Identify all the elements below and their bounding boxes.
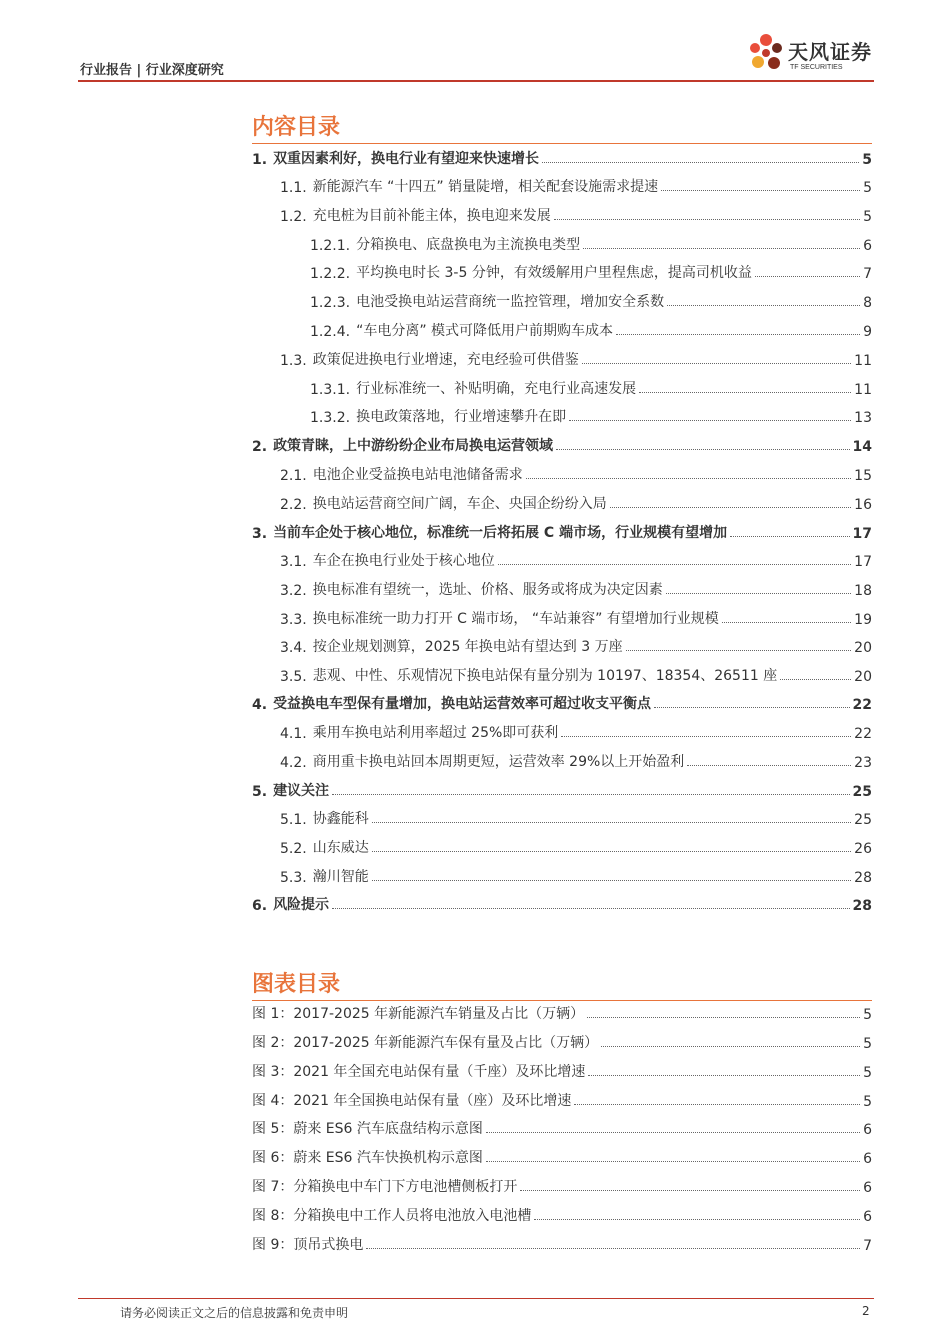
figure-entry-text: 图 3：2021 年全国充电站保有量（千座）及环比增速 (252, 1064, 586, 1080)
figure-entry-text: 图 9：顶吊式换电 (252, 1237, 364, 1253)
dot-leader (526, 478, 851, 479)
figure-entry-page: 7 (863, 1238, 872, 1254)
dot-leader (687, 765, 851, 766)
figure-entry[interactable] (252, 1118, 872, 1138)
dot-leader (616, 334, 860, 335)
toc-entry-number: 1.3. (280, 353, 307, 369)
toc-entry-number: 5.1. (280, 812, 307, 828)
toc-entry[interactable] (252, 693, 872, 713)
toc-entry-page: 22 (852, 697, 872, 713)
toc-entry-text: 分箱换电、底盘换电为主流换电类型 (356, 237, 581, 253)
toc-entry-text: 新能源汽车 “十四五” 销量陡增，相关配套设施需求提速 (312, 179, 659, 195)
toc-entry-text: 悲观、中性、乐观情况下换电站保有量分别为 10197、18354、26511 座 (312, 668, 778, 684)
toc-entry[interactable] (280, 636, 872, 656)
toc-entry[interactable] (310, 406, 872, 426)
dot-leader (542, 162, 859, 163)
toc-entry[interactable] (310, 262, 872, 282)
toc-entry-page: 8 (863, 295, 872, 311)
toc-entry-number: 3.5. (280, 669, 307, 685)
toc-entry-page: 14 (852, 439, 872, 455)
toc-entry-text: 乘用车换电站利用率超过 25%即可获利 (312, 725, 559, 741)
figure-entry-text: 图 7：分箱换电中车门下方电池槽侧板打开 (252, 1179, 518, 1195)
toc-entry[interactable] (280, 837, 872, 857)
toc-entry-page: 5 (863, 180, 872, 196)
toc-title: 内容目录 (252, 115, 341, 140)
dot-leader (730, 536, 849, 537)
figure-entry-text: 图 6：蔚来 ES6 汽车快换机构示意图 (252, 1150, 483, 1166)
figure-entry-page: 5 (863, 1094, 872, 1110)
toc-entry[interactable] (252, 435, 872, 455)
toc-entry-text: 充电桩为目前补能主体，换电迎来发展 (312, 208, 551, 224)
figures-title: 图表目录 (252, 972, 341, 997)
figure-entry-page: 5 (863, 1036, 872, 1052)
toc-entry-number: 1.2.1. (310, 238, 351, 254)
toc-entry[interactable] (252, 148, 872, 168)
page-number: 2 (862, 1304, 870, 1318)
toc-entry-text: 当前车企处于核心地位，标准统一后将拓展 C 端市场，行业规模有望增加 (273, 525, 728, 541)
toc-entry-page: 20 (854, 669, 872, 685)
figure-entry[interactable] (252, 1061, 872, 1081)
dot-leader (486, 1161, 860, 1162)
dot-leader (554, 219, 860, 220)
toc-entry-number: 1.2.2. (310, 266, 351, 282)
toc-entry-text: 电池受换电站运营商统一监控管理，增加安全系数 (356, 294, 665, 310)
toc-entry-number: 5.2. (280, 841, 307, 857)
toc-entry-number: 5. (252, 784, 268, 800)
dot-leader (556, 449, 849, 450)
toc-entry-number: 1.3.1. (310, 382, 351, 398)
figure-entry-text: 图 8：分箱换电中工作人员将电池放入电池槽 (252, 1208, 532, 1224)
toc-entry-text: 按企业规划测算，2025 年换电站有望达到 3 万座 (312, 639, 623, 655)
dot-leader (332, 794, 849, 795)
toc-entry-number: 1.2. (280, 209, 307, 225)
flower-logo-icon (746, 28, 786, 78)
toc-title-rule (252, 143, 872, 144)
toc-entry[interactable] (280, 866, 872, 886)
dot-leader (486, 1132, 860, 1133)
toc-entry-number: 5.3. (280, 870, 307, 886)
toc-entry[interactable] (252, 894, 872, 914)
figure-entry[interactable] (252, 1090, 872, 1110)
toc-entry-page: 25 (854, 812, 872, 828)
logo-cn-text: 天风证券 (788, 40, 872, 64)
toc-entry[interactable] (280, 751, 872, 771)
footer-divider (78, 1298, 874, 1299)
dot-leader (372, 851, 851, 852)
dot-leader (667, 305, 860, 306)
toc-entry-text: 换电政策落地，行业增速攀升在即 (356, 409, 567, 425)
dot-leader (498, 564, 851, 565)
toc-entry-number: 1.2.4. (310, 324, 351, 340)
toc-entry-page: 22 (854, 726, 872, 742)
toc-entry-page: 28 (854, 870, 872, 886)
toc-entry[interactable] (310, 291, 872, 311)
toc-entry-number: 2.2. (280, 497, 307, 513)
toc-entry-page: 17 (852, 526, 872, 542)
dot-leader (722, 622, 851, 623)
dot-leader (755, 276, 860, 277)
figure-entry-text: 图 1：2017-2025 年新能源汽车销量及占比（万辆） (252, 1006, 585, 1022)
dot-leader (372, 822, 851, 823)
toc-entry-number: 2. (252, 439, 268, 455)
toc-entry[interactable] (252, 780, 872, 800)
footer-disclaimer: 请务必阅读正文之后的信息披露和免责申明 (120, 1306, 349, 1320)
toc-entry[interactable] (280, 722, 872, 742)
figure-entry[interactable] (252, 1234, 872, 1254)
toc-entry[interactable] (280, 349, 872, 369)
toc-entry[interactable] (280, 579, 872, 599)
toc-entry[interactable] (280, 205, 872, 225)
dot-leader (654, 707, 849, 708)
figure-entry[interactable] (252, 1205, 872, 1225)
figure-entry-text: 图 5：蔚来 ES6 汽车底盘结构示意图 (252, 1121, 483, 1137)
dot-leader (588, 1075, 860, 1076)
dot-leader (520, 1190, 860, 1191)
dot-leader (583, 248, 860, 249)
figure-entry-page: 6 (863, 1122, 872, 1138)
figures-title-rule (252, 1000, 872, 1001)
dot-leader (582, 363, 851, 364)
toc-entry-text: 电池企业受益换电站电池储备需求 (312, 467, 523, 483)
dot-leader (626, 650, 852, 651)
toc-entry-number: 3.3. (280, 612, 307, 628)
toc-entry-number: 3. (252, 526, 268, 542)
figure-entry-text: 图 4：2021 年全国换电站保有量（座）及环比增速 (252, 1093, 572, 1109)
toc-entry-text: 受益换电车型保有量增加，换电站运营效率可超过收支平衡点 (273, 696, 652, 712)
toc-entry[interactable] (252, 522, 872, 542)
toc-entry-page: 17 (854, 554, 872, 570)
dot-leader (372, 880, 851, 881)
dot-leader (569, 420, 851, 421)
figure-entry[interactable] (252, 1032, 872, 1052)
toc-entry[interactable] (280, 665, 872, 685)
figure-entry[interactable] (252, 1003, 872, 1023)
dot-leader (366, 1248, 860, 1249)
toc-entry-number: 3.2. (280, 583, 307, 599)
toc-entry-text: 行业标准统一、补贴明确，充电行业高速发展 (356, 381, 637, 397)
header-title: 行业报告 | 行业深度研究 (80, 63, 224, 78)
dot-leader (534, 1219, 860, 1220)
toc-entry-page: 5 (863, 209, 872, 225)
toc-entry-number: 1.3.2. (310, 410, 351, 426)
toc-entry-text: 双重因素利好，换电行业有望迎来快速增长 (273, 151, 540, 167)
toc-entry-number: 6. (252, 898, 268, 914)
dot-leader (610, 507, 851, 508)
figure-entry[interactable] (252, 1176, 872, 1196)
toc-entry-page: 16 (854, 497, 872, 513)
toc-entry-page: 9 (863, 324, 872, 340)
toc-entry-page: 25 (852, 784, 872, 800)
toc-entry[interactable] (310, 320, 872, 340)
dot-leader (587, 1017, 860, 1018)
toc-entry-page: 11 (854, 353, 872, 369)
figure-entry-page: 6 (863, 1180, 872, 1196)
dot-leader (574, 1104, 860, 1105)
toc-entry-text: 风险提示 (273, 897, 330, 913)
toc-entry-page: 11 (854, 382, 872, 398)
toc-entry-text: 山东威达 (312, 840, 369, 856)
figure-entry-page: 6 (863, 1209, 872, 1225)
toc-entry[interactable] (280, 464, 872, 484)
figure-entry-page: 5 (863, 1065, 872, 1081)
toc-entry[interactable] (280, 550, 872, 570)
toc-entry-text: 建议关注 (273, 783, 330, 799)
toc-entry-number: 4. (252, 697, 268, 713)
dot-leader (561, 736, 851, 737)
toc-entry-number: 4.2. (280, 755, 307, 771)
toc-entry[interactable] (310, 378, 872, 398)
figure-entry[interactable] (252, 1147, 872, 1167)
header-divider (78, 80, 874, 82)
toc-entry-page: 13 (854, 410, 872, 426)
toc-entry-number: 1.1. (280, 180, 307, 196)
toc-entry-number: 4.1. (280, 726, 307, 742)
toc-entry[interactable] (280, 808, 872, 828)
toc-entry-number: 1. (252, 152, 268, 168)
toc-entry-text: 政策青睐，上中游纷纷企业布局换电运营领域 (273, 438, 554, 454)
toc-entry-text: 换电站运营商空间广阔，车企、央国企纷纷入局 (312, 496, 607, 512)
toc-entry-text: 政策促进换电行业增速，充电经验可供借鉴 (312, 352, 579, 368)
toc-entry-page: 23 (854, 755, 872, 771)
toc-entry-page: 26 (854, 841, 872, 857)
dot-leader (780, 679, 851, 680)
toc-entry[interactable] (280, 176, 872, 196)
toc-entry-page: 6 (863, 238, 872, 254)
toc-entry-number: 1.2.3. (310, 295, 351, 311)
toc-entry-number: 3.1. (280, 554, 307, 570)
toc-entry-page: 5 (862, 152, 872, 168)
dot-leader (639, 392, 851, 393)
toc-entry-text: 换电标准有望统一，选址、价格、服务或将成为决定因素 (312, 582, 663, 598)
dot-leader (661, 190, 860, 191)
dot-leader (666, 593, 851, 594)
toc-entry-text: 协鑫能科 (312, 811, 369, 827)
toc-entry-text: 车企在换电行业处于核心地位 (312, 553, 495, 569)
toc-entry-text: 商用重卡换电站回本周期更短，运营效率 29%以上开始盈利 (312, 754, 685, 770)
dot-leader (332, 908, 849, 909)
toc-entry-page: 15 (854, 468, 872, 484)
figure-entry-page: 5 (863, 1007, 872, 1023)
toc-entry-text: 平均换电时长 3-5 分钟，有效缓解用户里程焦虑，提高司机收益 (356, 265, 752, 281)
logo-en-text: TF SECURITIES (790, 64, 843, 71)
toc-entry-text: 换电标准统一助力打开 C 端市场， “车站兼容” 有望增加行业规模 (312, 611, 719, 627)
toc-entry[interactable] (280, 608, 872, 628)
toc-entry[interactable] (310, 234, 872, 254)
toc-entry-page: 20 (854, 640, 872, 656)
toc-entry-page: 19 (854, 612, 872, 628)
figure-entry-page: 6 (863, 1151, 872, 1167)
dot-leader (601, 1046, 860, 1047)
toc-entry-page: 7 (863, 266, 872, 282)
figure-entry-text: 图 2：2017-2025 年新能源汽车保有量及占比（万辆） (252, 1035, 599, 1051)
toc-entry-number: 3.4. (280, 640, 307, 656)
toc-entry-page: 28 (852, 898, 872, 914)
toc-entry-page: 18 (854, 583, 872, 599)
toc-entry-text: 瀚川智能 (312, 869, 369, 885)
company-logo (746, 28, 881, 80)
toc-entry-text: “车电分离” 模式可降低用户前期购车成本 (356, 323, 614, 339)
toc-entry[interactable] (280, 493, 872, 513)
toc-entry-number: 2.1. (280, 468, 307, 484)
